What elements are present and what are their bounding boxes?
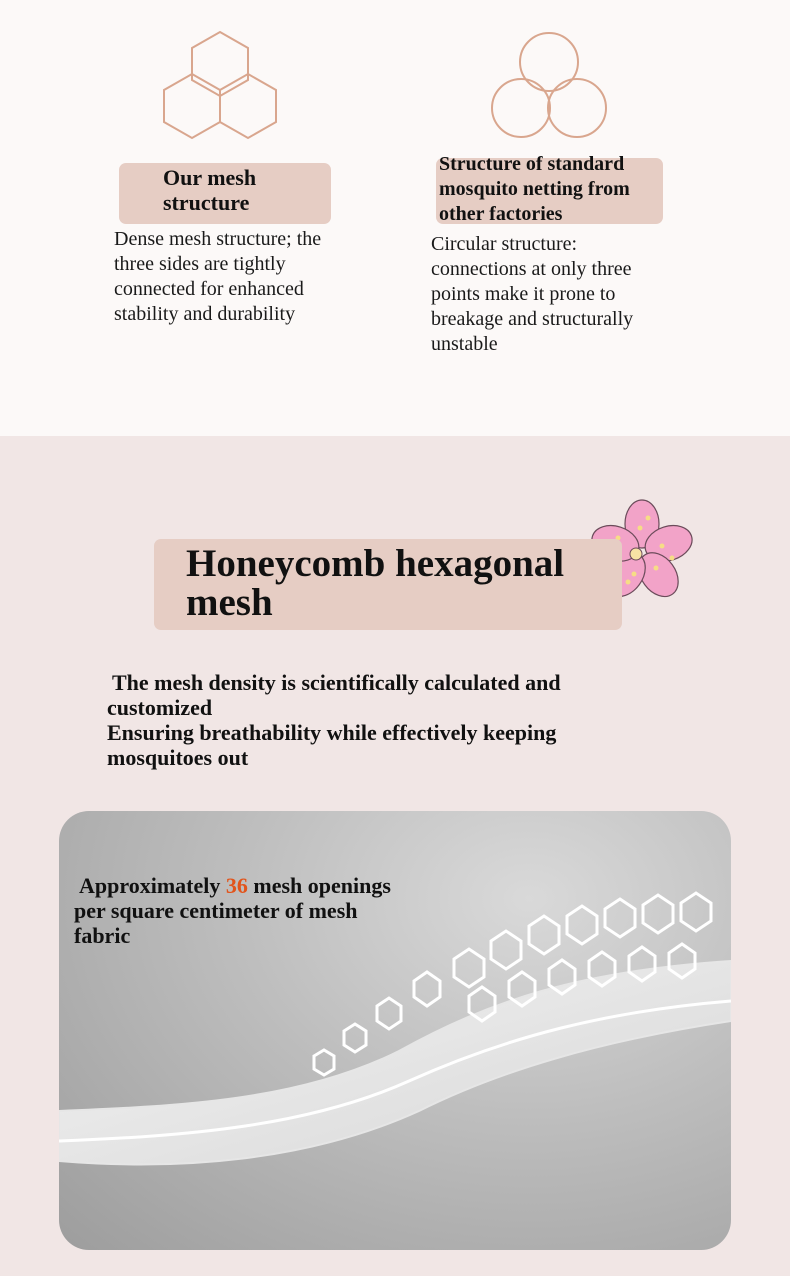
our-mesh-label-box <box>119 163 331 224</box>
feature-title: Honeycomb hexagonal mesh <box>186 542 565 624</box>
mesh-fabric-photo <box>59 811 731 1250</box>
feature-line: Ensuring breathability while effectively keeping mosquitoes out <box>107 720 557 770</box>
feature-line: The mesh density is scientifically calculated and customized <box>107 670 561 720</box>
our-mesh-description: Dense mesh structure; the three sides are tightly connected for enhanced stability and durability <box>114 228 322 325</box>
caption-prefix: Approximately <box>79 873 221 898</box>
circle-cluster-icon <box>488 30 610 142</box>
mesh-density-caption <box>74 873 404 948</box>
other-mesh-label: Structure of standard mosquito netting from other factories <box>439 153 630 225</box>
other-mesh-label-box <box>436 153 663 225</box>
feature-description <box>107 670 667 770</box>
caption-suffix: mesh openings per square centimeter of mesh fabric <box>74 873 391 948</box>
our-mesh-label: Our mesh structure <box>163 165 257 215</box>
other-mesh-description: Circular structure: connections at only three points make it prone to breakage and structurally unstable <box>431 233 634 355</box>
mesh-count-number: 36 <box>225 873 248 898</box>
hexagon-cluster-icon <box>160 28 280 142</box>
